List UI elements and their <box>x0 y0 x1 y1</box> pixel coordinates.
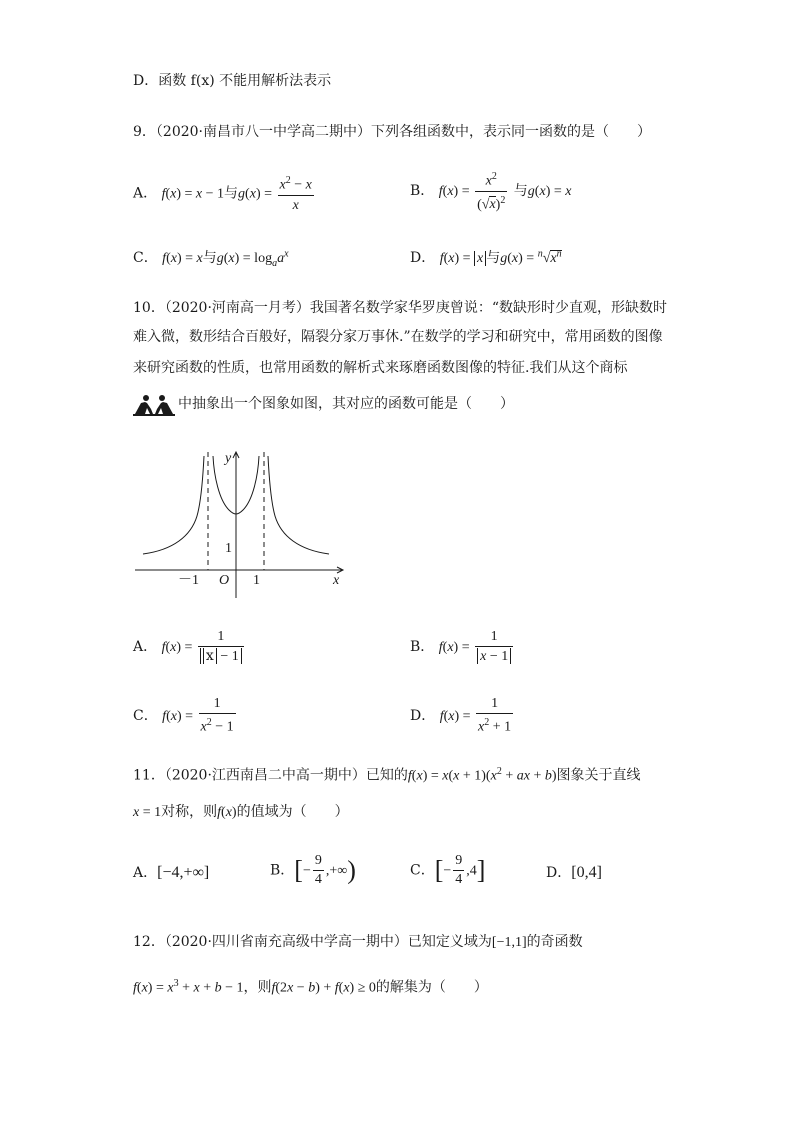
q9-option-c: C． f(x) = x与$g(x) = \log_aa^x$ <box>133 248 289 269</box>
q11-line-1: 11．（2020·江西南昌二中高一期中）已知的$f(x) = x(x + 1)(x^2$ + ax + b)图象关于直线 <box>133 766 641 784</box>
q12-line-1: 12．（2020·四川省南充高级中学高一期中）已知定义域为[−1,1]的奇函数 <box>133 934 583 950</box>
connector-text: 与 <box>486 250 501 266</box>
connector-text: 与 <box>513 183 528 200</box>
option-letter: B． <box>410 639 435 655</box>
q11-text-c: 对称，则 <box>161 804 218 820</box>
q11-text-a: 11．（2020·江西南昌二中高一期中）已知的 <box>133 767 408 784</box>
q11-option-a: A．[−4,+∞] <box>133 864 210 881</box>
y-intercept-label: 1 <box>225 541 232 556</box>
q11-line-2: x = 1对称，则f(x)的值域为（ ） <box>133 804 349 820</box>
q10-line-3: 来研究函数的性质，也常用函数的解析式来琢磨函数图像的特征.我们从这个商标 <box>133 360 628 376</box>
q10-function-graph <box>133 446 353 606</box>
q10-option-d: D． f(x) = $\frac{1}{x^2 + 1}$ <box>410 696 512 735</box>
option-letter: B． <box>270 862 295 879</box>
q12-text-a: 12．（2020·四川省南充高级中学高一期中）已知定义域为 <box>133 934 492 950</box>
connector-text: 与 <box>202 250 217 266</box>
option-letter: A． <box>133 185 158 202</box>
graph-svg <box>133 446 353 606</box>
q11-option-c: C．[− $\frac{9}{4}$ ,4] <box>410 853 486 887</box>
q11-text-d: 的值域为（ ） <box>236 804 349 820</box>
option-letter: D． <box>410 707 436 724</box>
connector-text: 与 <box>224 185 239 202</box>
q11-option-d: D．[0,4] <box>546 864 602 881</box>
q9-stem: 9．（2020·南昌市八一中学高二期中）下列各组函数中，表示同一函数的是（ ） <box>133 124 651 140</box>
q12-text-c: ，则 <box>243 979 272 996</box>
q9-option-d: D． f(x) = x 与$g(x) = ^n√x^n$ <box>410 248 562 266</box>
q10-option-c: C． f(x) = $\frac{1}{x^2 - 1}$ <box>133 696 234 735</box>
q8-option-d-text: D．函数 f(x) 不能用解析法表示 <box>133 73 332 89</box>
q10-line-2: 难入微，数形结合百般好，隔裂分家万事休.”在数学的学习和研究中，常用函数的图像 <box>133 329 663 345</box>
logo-icon <box>133 394 175 416</box>
q12-text-b: 的奇函数 <box>526 934 583 950</box>
option-letter: B． <box>410 183 435 200</box>
q10-line-1: 10．（2020·河南高一月考）我国著名数学家华罗庚曾说：“数缺形时少直观，形缺数时 <box>133 300 668 316</box>
tick-label-neg1: －1 <box>178 573 199 588</box>
q9-option-a: A． f(x) = x − 1与g(x) = $\frac{x^2 - x}{x}$ <box>133 172 316 215</box>
kappa-logo-image <box>133 394 175 416</box>
option-letter: A． <box>133 639 158 655</box>
q11-text-b: 图象关于直线 <box>556 767 641 784</box>
q10-option-b: B． f(x) = $\frac{1}{x - 1}$ <box>410 628 515 666</box>
q8-option-d <box>133 71 331 91</box>
option-letter: C． <box>133 250 158 266</box>
q12-line-2: $f(x) = x^3 + x + b - 1$，则f(2x − b) + f(x) ≥ 0的解集为（ ） <box>133 978 488 996</box>
q10-option-a: A． f(x) = $\frac{1}{x - 1}$ <box>133 628 246 666</box>
tick-label-pos1: 1 <box>253 573 260 588</box>
option-letter: D． <box>410 250 436 266</box>
y-axis-label: y <box>225 451 232 466</box>
q12-text-d: 的解集为（ ） <box>375 979 488 996</box>
q11-option-b: B．[− $\frac{9}{4}$ ,+∞) <box>270 853 356 887</box>
x-axis-label: x <box>333 573 340 588</box>
origin-label: O <box>219 573 230 588</box>
q10-line-4: 中抽象出一个图象如图，其对应的函数可能是（ ） <box>178 396 514 412</box>
q9-option-b: B． f(x) = $\frac{x^2}{(√x)^2}$ 与g(x) = x <box>410 168 571 214</box>
option-letter: A． <box>133 865 158 881</box>
option-letter: D． <box>546 865 572 881</box>
option-letter: C． <box>133 707 158 724</box>
option-letter: C． <box>410 862 435 879</box>
